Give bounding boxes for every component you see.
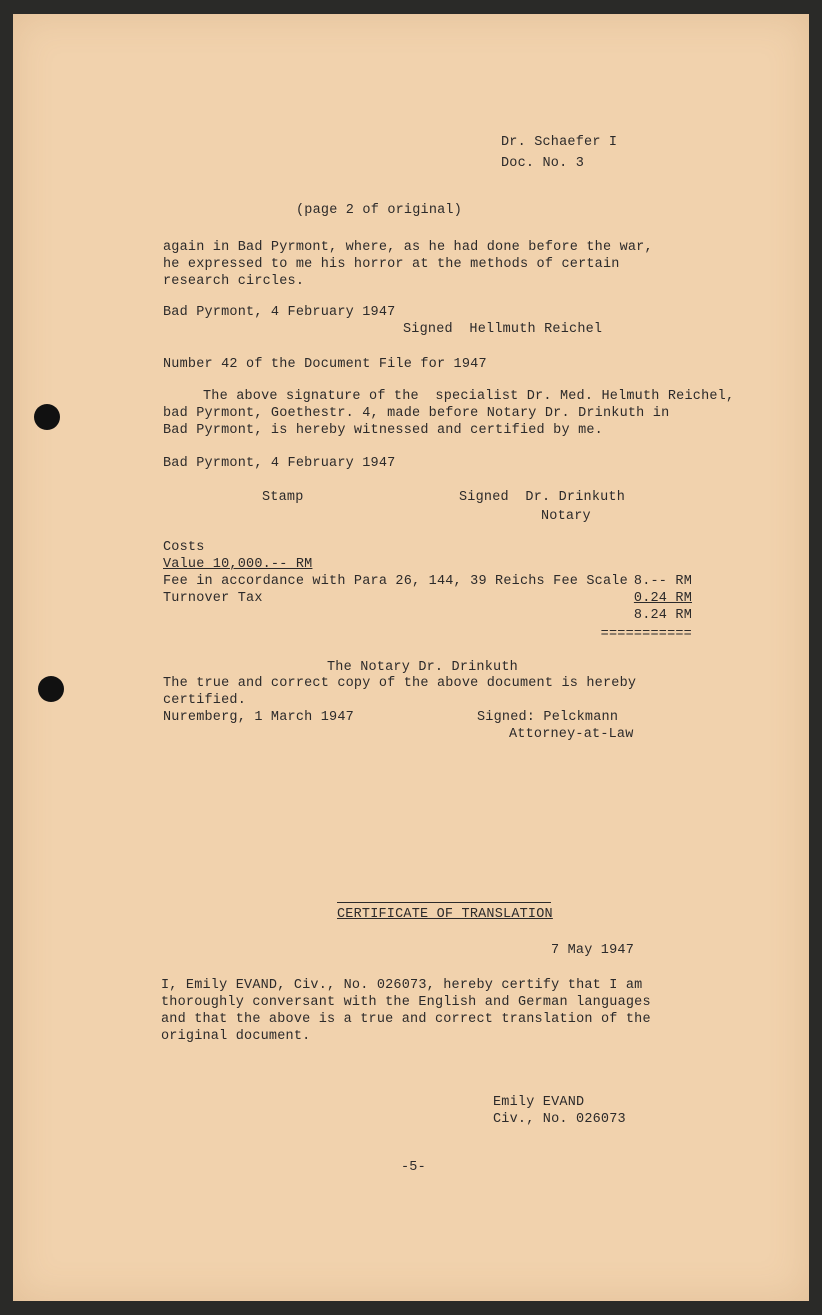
body-line-3: research circles. (163, 274, 305, 289)
costs-tax-amount: 0.24 RM (633, 591, 692, 606)
costs-fee-amount: 8.-- RM (633, 574, 692, 589)
costs-total: 8.24 RM (633, 608, 692, 623)
costs-double-rule: =========== (600, 627, 692, 642)
costs-fee: Fee in accordance with Para 26, 144, 39 Reichs Fee Scale (163, 574, 628, 589)
witness-line-1: The above signature of the specialist Dr. Med. Helmuth Reichel, (203, 389, 735, 404)
page-note: (page 2 of original) (296, 203, 463, 218)
punch-hole-upper (34, 404, 60, 430)
document-page (13, 14, 809, 1301)
costs-tax: Turnover Tax (163, 591, 263, 606)
certificate-overline (337, 902, 551, 903)
signed-pelckmann: Signed: Pelckmann (477, 710, 619, 725)
copy-cert-line-2: certified. (163, 693, 247, 708)
notary-line: The Notary Dr. Drinkuth (327, 660, 518, 675)
certificate-text-3: and that the above is a true and correct translation of the (161, 1012, 651, 1027)
attorney-title: Attorney-at-Law (509, 727, 634, 742)
header-doc-number: Doc. No. 3 (501, 156, 585, 171)
body-line-1: again in Bad Pyrmont, where, as he had done before the war, (163, 240, 653, 255)
header-author: Dr. Schaefer I (501, 135, 618, 150)
torn-corner (60, 1301, 88, 1315)
place-date-1: Bad Pyrmont, 4 February 1947 (163, 305, 396, 320)
page-number: -5- (401, 1160, 426, 1175)
certificate-text-1: I, Emily EVAND, Civ., No. 026073, hereby certify that I am (161, 978, 643, 993)
signer-id: Civ., No. 026073 (493, 1112, 626, 1127)
certificate-date: 7 May 1947 (551, 943, 635, 958)
document-file-number: Number 42 of the Document File for 1947 (163, 357, 487, 372)
costs-value: Value 10,000.-- RM (163, 557, 313, 572)
witness-line-2: bad Pyrmont, Goethestr. 4, made before Notary Dr. Drinkuth in (163, 406, 670, 421)
copy-cert-line-1: The true and correct copy of the above document is hereby (163, 676, 637, 691)
place-date-2: Bad Pyrmont, 4 February 1947 (163, 456, 396, 471)
signed-reichel: Signed Hellmuth Reichel (403, 322, 603, 337)
nuremberg-date: Nuremberg, 1 March 1947 (163, 710, 354, 725)
certificate-title: CERTIFICATE OF TRANSLATION (337, 907, 553, 922)
notary-title: Notary (541, 509, 591, 524)
certificate-text-4: original document. (161, 1029, 311, 1044)
signer-name: Emily EVAND (493, 1095, 585, 1110)
punch-hole-lower (38, 676, 64, 702)
stamp-label: Stamp (262, 490, 304, 505)
witness-line-3: Bad Pyrmont, is hereby witnessed and certified by me. (163, 423, 603, 438)
signed-drinkuth: Signed Dr. Drinkuth (459, 490, 626, 505)
costs-heading: Costs (163, 540, 205, 555)
body-line-2: he expressed to me his horror at the methods of certain (163, 257, 620, 272)
certificate-text-2: thoroughly conversant with the English and German languages (161, 995, 651, 1010)
